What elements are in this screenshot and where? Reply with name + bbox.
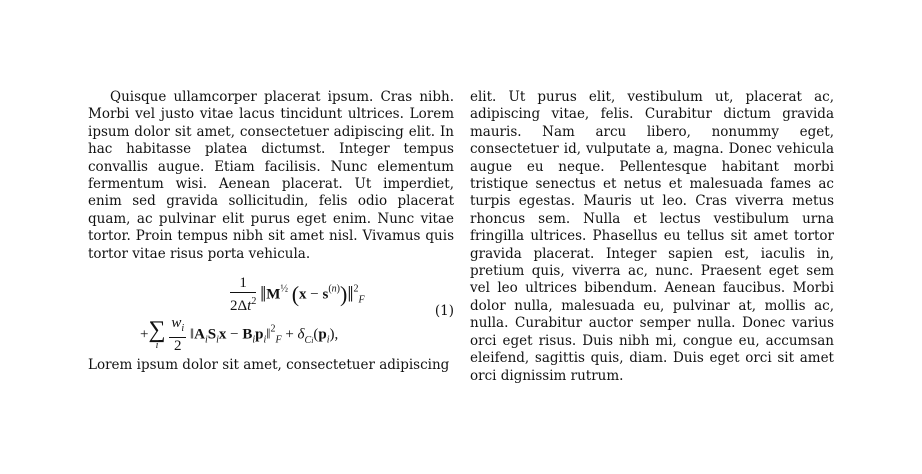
equation-fraction: $\frac{w_i}{2}$ [171,315,185,355]
equation-line-2: + ∑ i $\frac{w_i}{2}$ $‖A_iS_ix$ − $B_ip_i‖^2_F + \delta_{Ci}(p_i)$, [140,315,339,355]
left-column [88,89,454,374]
equation-number: (1) [434,303,454,320]
body-paragraph: elit. Ut purus elit, vestibulum ut, placerat ac, adipiscing vitae, felis. Curabitur dictum gravida mauris. Nam arcu libero, nonummy eget, consectetuer id, vulputate a, magna. Donec vehicula augue eu neque. Pellentesque habitant morbi tristique senectus et netus et malesuada fames ac turpis egestas. Mauris ut leo. Cras viverra metus rhoncus sem. Nulla et lectus vestibulum urna fringilla ultrices. Phasellus eu tellus sit amet tortor gravida placerat. Integer sapien est, iaculis in, pretium quis, viverra ac, nunc. Praesent eget sem vel leo ultrices bibendum. Aenean faucibus. Morbi dolor nulla, malesuada eu, pulvinar at, mollis ac, nulla. Curabitur auctor semper nulla. Donec varius orci eget risus. Duis nibh mi, congue eu, accumsan eleifend, sagittis quis, diam. Duis eget orci sit amet orci dignissim rutrum. [470,89,834,384]
equation-block [88,275,454,355]
body-paragraph: Quisque ullamcorper placerat ipsum. Cras nibh. Morbi vel justo vitae lacus tincidunt ultrices. Lorem ipsum dolor sit amet, consectetuer adipiscing elit. In hac habitasse platea dictumst. Integer tempus convallis augue. Etiam facilisis. Nunc elementum fermentum wisi. Aenean placerat. Ut imperdiet, enim sed gravida sollicitudin, felis odio placerat quam, ac pulvinar elit purus eget enim. Nunc vitae tortor. Proin tempus nibh sit amet nisl. Vivamus quis tortor vitae risus porta vehicula. [88,89,454,262]
body-paragraph: Lorem ipsum dolor sit amet, consectetuer adipiscing [88,357,450,374]
equation-line-1: $\frac{1}{2\Delta t^2}$ $‖M^{\frac{1}{2}}$ $(x - s^{(n)})‖^2_F$ [230,275,365,315]
equation-fraction: $\frac{1}{2\Delta t^2}$ [230,275,257,315]
right-column [470,89,834,385]
sum-symbol: ∑ i [148,317,166,352]
